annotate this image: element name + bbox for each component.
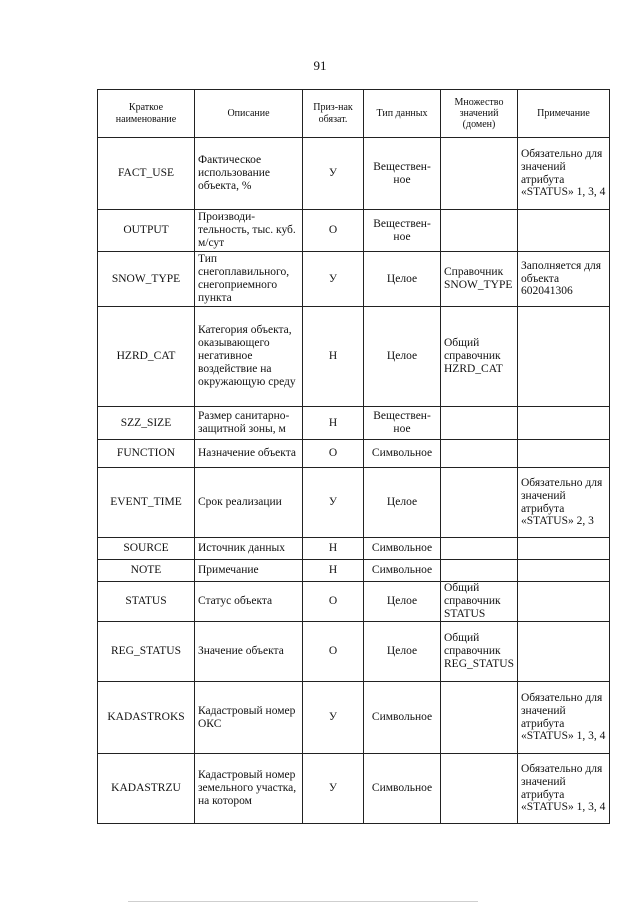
cell-description: Размер санитарно-защитной зоны, м <box>195 407 303 440</box>
cell-type: Целое <box>364 468 441 538</box>
cell-note: Обязательно для значений атрибута «STATUS» 1, 3, 4 <box>518 754 610 824</box>
cell-required: О <box>303 622 364 682</box>
cell-name: STATUS <box>98 582 195 622</box>
cell-domain <box>441 682 518 754</box>
cell-description: Примечание <box>195 560 303 582</box>
cell-name: SZZ_SIZE <box>98 407 195 440</box>
cell-domain <box>441 440 518 468</box>
cell-required: Н <box>303 560 364 582</box>
cell-name: SNOW_TYPE <box>98 252 195 307</box>
cell-required: У <box>303 682 364 754</box>
cell-domain: Общий справочник STATUS <box>441 582 518 622</box>
table-row <box>98 440 610 468</box>
table-row <box>98 754 610 824</box>
cell-type: Целое <box>364 622 441 682</box>
table-row <box>98 468 610 538</box>
cell-note <box>518 538 610 560</box>
cell-domain <box>441 538 518 560</box>
table-row <box>98 210 610 252</box>
cell-type: Символьное <box>364 560 441 582</box>
cell-description: Значение объекта <box>195 622 303 682</box>
cell-name: KADASTRZU <box>98 754 195 824</box>
cell-domain <box>441 560 518 582</box>
cell-note: Обязательно для значений атрибута «STATUS» 1, 3, 4 <box>518 682 610 754</box>
cell-name: HZRD_CAT <box>98 307 195 407</box>
scan-edge-line <box>128 901 478 902</box>
cell-description: Производи-тельность, тыс. куб. м/сут <box>195 210 303 252</box>
cell-required: Н <box>303 407 364 440</box>
cell-required: О <box>303 440 364 468</box>
header-note: Примечание <box>518 90 610 138</box>
cell-type: Целое <box>364 307 441 407</box>
cell-note <box>518 407 610 440</box>
cell-note <box>518 560 610 582</box>
cell-required: О <box>303 210 364 252</box>
cell-domain <box>441 754 518 824</box>
cell-note: Обязательно для значений атрибута «STATUS» 1, 3, 4 <box>518 138 610 210</box>
cell-note <box>518 307 610 407</box>
cell-required: О <box>303 582 364 622</box>
table-row <box>98 538 610 560</box>
cell-description: Назначение объекта <box>195 440 303 468</box>
cell-required: Н <box>303 307 364 407</box>
cell-name: REG_STATUS <box>98 622 195 682</box>
cell-domain <box>441 210 518 252</box>
cell-type: Целое <box>364 252 441 307</box>
table-row <box>98 682 610 754</box>
header-domain: Множество значений (домен) <box>441 90 518 138</box>
cell-name: NOTE <box>98 560 195 582</box>
cell-type: Целое <box>364 582 441 622</box>
cell-description: Срок реализации <box>195 468 303 538</box>
cell-type: Веществен-ное <box>364 138 441 210</box>
cell-domain <box>441 407 518 440</box>
cell-domain: Общий справочник REG_STATUS <box>441 622 518 682</box>
table-row <box>98 407 610 440</box>
cell-name: EVENT_TIME <box>98 468 195 538</box>
table-row <box>98 138 610 210</box>
cell-name: FUNCTION <box>98 440 195 468</box>
cell-type: Символьное <box>364 754 441 824</box>
cell-type: Символьное <box>364 440 441 468</box>
cell-description: Статус объекта <box>195 582 303 622</box>
cell-domain: Общий справочник HZRD_CAT <box>441 307 518 407</box>
cell-note <box>518 210 610 252</box>
cell-description: Кадастровый номер ОКС <box>195 682 303 754</box>
header-required: Приз-нак обязат. <box>303 90 364 138</box>
cell-required: У <box>303 754 364 824</box>
cell-description: Фактическое использование объекта, % <box>195 138 303 210</box>
cell-domain <box>441 138 518 210</box>
cell-name: SOURCE <box>98 538 195 560</box>
cell-required: У <box>303 252 364 307</box>
cell-name: KADASTROKS <box>98 682 195 754</box>
attributes-table <box>97 89 610 824</box>
cell-name: FACT_USE <box>98 138 195 210</box>
cell-name: OUTPUT <box>98 210 195 252</box>
cell-description: Источник данных <box>195 538 303 560</box>
cell-type: Символьное <box>364 682 441 754</box>
cell-note: Обязательно для значений атрибута «STATUS» 2, 3 <box>518 468 610 538</box>
header-description: Описание <box>195 90 303 138</box>
header-type: Тип данных <box>364 90 441 138</box>
cell-domain: Справочник SNOW_TYPE <box>441 252 518 307</box>
cell-description: Кадастровый номер земельного участка, на котором <box>195 754 303 824</box>
cell-type: Символьное <box>364 538 441 560</box>
table-row <box>98 560 610 582</box>
cell-type: Веществен-ное <box>364 210 441 252</box>
table-row <box>98 622 610 682</box>
cell-note <box>518 622 610 682</box>
table-row <box>98 307 610 407</box>
cell-domain <box>441 468 518 538</box>
page-number: 91 <box>313 58 327 73</box>
cell-required: У <box>303 138 364 210</box>
table-body <box>98 138 610 824</box>
header-name: Краткое наименование <box>98 90 195 138</box>
table-row <box>98 252 610 307</box>
cell-note: Заполняется для объекта 602041306 <box>518 252 610 307</box>
cell-note <box>518 582 610 622</box>
cell-required: Н <box>303 538 364 560</box>
cell-description: Категория объекта, оказывающего негативное воздействие на окружающую среду <box>195 307 303 407</box>
table-row <box>98 582 610 622</box>
cell-type: Веществен-ное <box>364 407 441 440</box>
table-header-row <box>98 90 610 138</box>
cell-note <box>518 440 610 468</box>
cell-required: У <box>303 468 364 538</box>
cell-description: Тип снегоплавильного, снегоприемного пункта <box>195 252 303 307</box>
